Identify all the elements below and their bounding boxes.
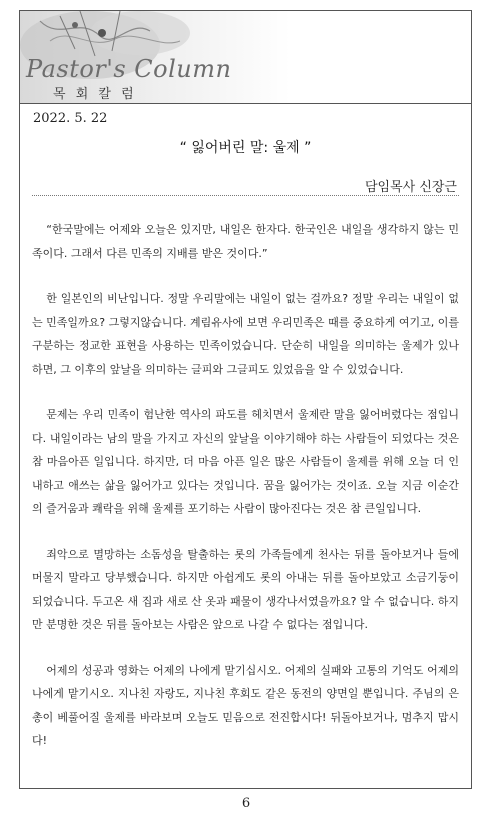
article-date: 2022. 5. 22 xyxy=(33,111,108,126)
article-author: 담임목사 신장근 xyxy=(364,180,457,195)
masthead-title-en: Pastor's Column xyxy=(26,55,232,83)
page-number: 6 xyxy=(241,796,251,811)
dotted-divider xyxy=(32,195,459,196)
masthead-title-ko: 목 회 칼 럼 xyxy=(53,87,137,102)
paragraph: “한국말에는 어제와 오늘은 있지만, 내일은 한자다. 한국인은 내일을 생각하지 않는 민족이다. 그래서 다른 민족의 지배를 받은 것이다.” xyxy=(32,223,459,260)
article-body xyxy=(32,218,459,775)
paragraph: 어제의 성공과 영화는 어제의 나에게 맡기십시오. 어제의 실패와 고통의 기억도 어제의 나에게 맡기시오. 지나친 자랑도, 지나친 후회도 같은 동전의 양면일 뿐입니다. 주님의 은총이 베풀어질 울제를 바라보며 오늘도 믿음으로 전진합시다! 뒤돌아보거나, 멈추지 맙시다! xyxy=(32,663,459,747)
paragraph: 죄악으로 멸망하는 소돔성을 탈출하는 롯의 가족들에게 천사는 뒤를 돌아보거나 들에 머물지 말라고 당부했습니다. 하지만 아쉽게도 롯의 아내는 뒤를 돌아보았고 소금기둥이 되었습니다. 두고온 새 집과 새로 산 옷과 패물이 생각나서였을까요? 알 수 없습니다. 하지만 분명한 것은 뒤를 돌아보는 사람은 앞으로 나갈 수 없다는 점입니다. xyxy=(32,547,459,631)
paragraph: 한 일본인의 비난입니다. 정말 우리말에는 내일이 없는 걸까요? 정말 우리는 내일이 없는 민족일까요? 그렇지않습니다. 계림유사에 보면 우리민족은 때를 중요하게 여기고, 이를 구분하는 정교한 표현을 사용하는 민족이었습니다. 단순히 내일을 의미하는 울제가 있나하면, 그 이후의 앞날을 의미하는 글피와 그글피도 있었음을 알 수 있었습니다. xyxy=(32,292,459,376)
article-title: “ 잃어버린 말: 울제 ” xyxy=(179,140,312,156)
column-frame xyxy=(19,10,472,789)
masthead xyxy=(20,11,471,104)
paragraph: 문제는 우리 민족이 험난한 역사의 파도를 헤치면서 울제란 말을 잃어버렸다는 점입니다. 내일이라는 남의 말을 가지고 자신의 앞날을 이야기해야 하는 사람들이 되었다는 것은 참 마음아픈 일입니다. 하지만, 더 마음 아픈 일은 많은 사람들이 울제를 위해 오늘 더 인내하고 애쓰는 삶을 잃어가고 있다는 것입니다. 꿈을 잃어가는 것이죠. 오늘 지금 이순간의 즐거움과 쾌락을 위해 울제를 포기하는 사람이 많아진다는 것은 참 큰일입니다. xyxy=(32,408,459,515)
